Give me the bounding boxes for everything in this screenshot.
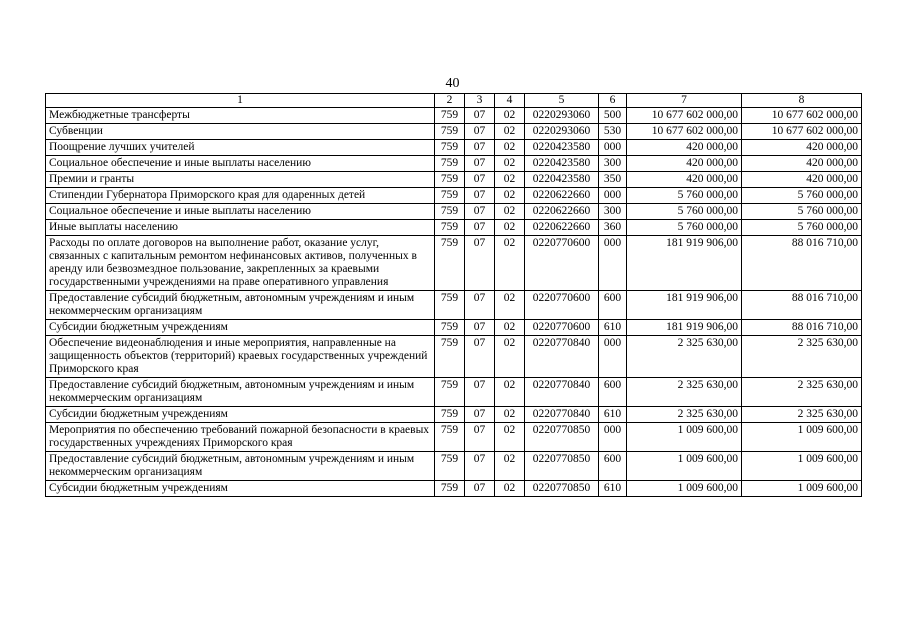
- section-code-cell: 07: [465, 140, 495, 156]
- section-code-cell: 07: [465, 236, 495, 291]
- section-code-cell: 07: [465, 452, 495, 481]
- column-header: 1: [46, 94, 435, 108]
- amount-col8-cell: 420 000,00: [742, 156, 862, 172]
- expense-name-cell: Стипендии Губернатора Приморского края для одаренных детей: [46, 188, 435, 204]
- expense-name-cell: Расходы по оплате договоров на выполнение работ, оказание услуг, связанных с капитальным ремонтом нефинансовых активов, полученных в аренду или безвозмездное пользование, закрепленных за краевыми государственными учреждениями на праве оперативного управления: [46, 236, 435, 291]
- table-row: [46, 188, 862, 204]
- expense-type-cell: 610: [599, 407, 627, 423]
- column-header: 6: [599, 94, 627, 108]
- expense-type-cell: 600: [599, 378, 627, 407]
- amount-col8-cell: 88 016 710,00: [742, 320, 862, 336]
- table-body: [46, 108, 862, 497]
- table-row: [46, 140, 862, 156]
- column-header: 4: [495, 94, 525, 108]
- target-article-cell: 0220770600: [525, 236, 599, 291]
- ministry-code-cell: 759: [435, 188, 465, 204]
- amount-col7-cell: 5 760 000,00: [627, 220, 742, 236]
- subsection-code-cell: 02: [495, 407, 525, 423]
- ministry-code-cell: 759: [435, 124, 465, 140]
- section-code-cell: 07: [465, 172, 495, 188]
- table-row: [46, 320, 862, 336]
- expense-name-cell: Предоставление субсидий бюджетным, автономным учреждениям и иным некоммерческим организациям: [46, 291, 435, 320]
- column-header: 7: [627, 94, 742, 108]
- expense-type-cell: 300: [599, 204, 627, 220]
- ministry-code-cell: 759: [435, 108, 465, 124]
- expense-type-cell: 300: [599, 156, 627, 172]
- amount-col8-cell: 10 677 602 000,00: [742, 108, 862, 124]
- amount-col7-cell: 1 009 600,00: [627, 481, 742, 497]
- expense-type-cell: 360: [599, 220, 627, 236]
- amount-col7-cell: 420 000,00: [627, 156, 742, 172]
- subsection-code-cell: 02: [495, 423, 525, 452]
- ministry-code-cell: 759: [435, 378, 465, 407]
- expense-name-cell: Обеспечение видеонаблюдения и иные мероприятия, направленные на защищенность объектов (территорий) краевых государственных учреждений Приморского края: [46, 336, 435, 378]
- amount-col7-cell: 1 009 600,00: [627, 452, 742, 481]
- header-row: [46, 94, 862, 108]
- target-article-cell: 0220770600: [525, 320, 599, 336]
- amount-col7-cell: 10 677 602 000,00: [627, 108, 742, 124]
- target-article-cell: 0220770840: [525, 378, 599, 407]
- amount-col7-cell: 2 325 630,00: [627, 336, 742, 378]
- table-row: [46, 108, 862, 124]
- section-code-cell: 07: [465, 423, 495, 452]
- section-code-cell: 07: [465, 204, 495, 220]
- budget-table: [45, 93, 862, 497]
- section-code-cell: 07: [465, 220, 495, 236]
- amount-col7-cell: 181 919 906,00: [627, 320, 742, 336]
- target-article-cell: 0220770850: [525, 423, 599, 452]
- column-header: 3: [465, 94, 495, 108]
- subsection-code-cell: 02: [495, 140, 525, 156]
- expense-name-cell: Предоставление субсидий бюджетным, автономным учреждениям и иным некоммерческим организациям: [46, 452, 435, 481]
- target-article-cell: 0220770600: [525, 291, 599, 320]
- expense-name-cell: Иные выплаты населению: [46, 220, 435, 236]
- column-header: 8: [742, 94, 862, 108]
- expense-type-cell: 610: [599, 320, 627, 336]
- expense-type-cell: 350: [599, 172, 627, 188]
- target-article-cell: 0220423580: [525, 140, 599, 156]
- subsection-code-cell: 02: [495, 378, 525, 407]
- table-row: [46, 481, 862, 497]
- amount-col7-cell: 1 009 600,00: [627, 423, 742, 452]
- expense-type-cell: 500: [599, 108, 627, 124]
- ministry-code-cell: 759: [435, 204, 465, 220]
- expense-name-cell: Поощрение лучших учителей: [46, 140, 435, 156]
- amount-col7-cell: 181 919 906,00: [627, 291, 742, 320]
- target-article-cell: 0220293060: [525, 108, 599, 124]
- amount-col8-cell: 420 000,00: [742, 140, 862, 156]
- amount-col8-cell: 88 016 710,00: [742, 236, 862, 291]
- target-article-cell: 0220770840: [525, 407, 599, 423]
- table-row: [46, 423, 862, 452]
- expense-type-cell: 000: [599, 236, 627, 291]
- section-code-cell: 07: [465, 108, 495, 124]
- expense-name-cell: Субвенции: [46, 124, 435, 140]
- target-article-cell: 0220423580: [525, 172, 599, 188]
- expense-name-cell: Социальное обеспечение и иные выплаты населению: [46, 156, 435, 172]
- amount-col7-cell: 420 000,00: [627, 140, 742, 156]
- amount-col8-cell: 5 760 000,00: [742, 188, 862, 204]
- expense-type-cell: 610: [599, 481, 627, 497]
- ministry-code-cell: 759: [435, 336, 465, 378]
- target-article-cell: 0220770840: [525, 336, 599, 378]
- page-number: 40: [445, 76, 460, 91]
- subsection-code-cell: 02: [495, 291, 525, 320]
- amount-col8-cell: 2 325 630,00: [742, 336, 862, 378]
- ministry-code-cell: 759: [435, 481, 465, 497]
- subsection-code-cell: 02: [495, 204, 525, 220]
- expense-type-cell: 000: [599, 423, 627, 452]
- amount-col8-cell: 1 009 600,00: [742, 452, 862, 481]
- subsection-code-cell: 02: [495, 320, 525, 336]
- subsection-code-cell: 02: [495, 236, 525, 291]
- subsection-code-cell: 02: [495, 108, 525, 124]
- amount-col8-cell: 5 760 000,00: [742, 220, 862, 236]
- section-code-cell: 07: [465, 378, 495, 407]
- ministry-code-cell: 759: [435, 320, 465, 336]
- amount-col7-cell: 2 325 630,00: [627, 407, 742, 423]
- ministry-code-cell: 759: [435, 291, 465, 320]
- target-article-cell: 0220622660: [525, 188, 599, 204]
- ministry-code-cell: 759: [435, 423, 465, 452]
- expense-type-cell: 600: [599, 452, 627, 481]
- section-code-cell: 07: [465, 336, 495, 378]
- ministry-code-cell: 759: [435, 220, 465, 236]
- amount-col8-cell: 88 016 710,00: [742, 291, 862, 320]
- ministry-code-cell: 759: [435, 172, 465, 188]
- expense-name-cell: Премии и гранты: [46, 172, 435, 188]
- amount-col8-cell: 5 760 000,00: [742, 204, 862, 220]
- target-article-cell: 0220423580: [525, 156, 599, 172]
- table-row: [46, 407, 862, 423]
- table-row: [46, 291, 862, 320]
- section-code-cell: 07: [465, 407, 495, 423]
- amount-col8-cell: 1 009 600,00: [742, 423, 862, 452]
- table-row: [46, 204, 862, 220]
- ministry-code-cell: 759: [435, 407, 465, 423]
- subsection-code-cell: 02: [495, 124, 525, 140]
- table-row: [46, 220, 862, 236]
- subsection-code-cell: 02: [495, 172, 525, 188]
- target-article-cell: 0220293060: [525, 124, 599, 140]
- section-code-cell: 07: [465, 156, 495, 172]
- expense-name-cell: Субсидии бюджетным учреждениям: [46, 320, 435, 336]
- table-row: [46, 156, 862, 172]
- target-article-cell: 0220622660: [525, 220, 599, 236]
- amount-col7-cell: 5 760 000,00: [627, 188, 742, 204]
- table-row: [46, 236, 862, 291]
- subsection-code-cell: 02: [495, 188, 525, 204]
- expense-type-cell: 000: [599, 188, 627, 204]
- subsection-code-cell: 02: [495, 156, 525, 172]
- section-code-cell: 07: [465, 291, 495, 320]
- amount-col7-cell: 10 677 602 000,00: [627, 124, 742, 140]
- section-code-cell: 07: [465, 481, 495, 497]
- expense-type-cell: 530: [599, 124, 627, 140]
- expense-name-cell: Субсидии бюджетным учреждениям: [46, 481, 435, 497]
- table-row: [46, 378, 862, 407]
- ministry-code-cell: 759: [435, 452, 465, 481]
- section-code-cell: 07: [465, 188, 495, 204]
- ministry-code-cell: 759: [435, 140, 465, 156]
- expense-type-cell: 000: [599, 140, 627, 156]
- table-row: [46, 124, 862, 140]
- amount-col8-cell: 1 009 600,00: [742, 481, 862, 497]
- expense-name-cell: Мероприятия по обеспечению требований пожарной безопасности в краевых государственных учреждениях Приморского края: [46, 423, 435, 452]
- subsection-code-cell: 02: [495, 481, 525, 497]
- target-article-cell: 0220770850: [525, 481, 599, 497]
- amount-col8-cell: 2 325 630,00: [742, 407, 862, 423]
- subsection-code-cell: 02: [495, 220, 525, 236]
- expense-type-cell: 000: [599, 336, 627, 378]
- amount-col8-cell: 420 000,00: [742, 172, 862, 188]
- expense-name-cell: Предоставление субсидий бюджетным, автономным учреждениям и иным некоммерческим организациям: [46, 378, 435, 407]
- table-row: [46, 172, 862, 188]
- expense-type-cell: 600: [599, 291, 627, 320]
- ministry-code-cell: 759: [435, 236, 465, 291]
- column-header: 5: [525, 94, 599, 108]
- subsection-code-cell: 02: [495, 452, 525, 481]
- amount-col7-cell: 5 760 000,00: [627, 204, 742, 220]
- amount-col8-cell: 10 677 602 000,00: [742, 124, 862, 140]
- amount-col8-cell: 2 325 630,00: [742, 378, 862, 407]
- expense-name-cell: Субсидии бюджетным учреждениям: [46, 407, 435, 423]
- expense-name-cell: Социальное обеспечение и иные выплаты населению: [46, 204, 435, 220]
- section-code-cell: 07: [465, 320, 495, 336]
- ministry-code-cell: 759: [435, 156, 465, 172]
- table-row: [46, 336, 862, 378]
- amount-col7-cell: 2 325 630,00: [627, 378, 742, 407]
- amount-col7-cell: 420 000,00: [627, 172, 742, 188]
- section-code-cell: 07: [465, 124, 495, 140]
- expense-name-cell: Межбюджетные трансферты: [46, 108, 435, 124]
- target-article-cell: 0220622660: [525, 204, 599, 220]
- amount-col7-cell: 181 919 906,00: [627, 236, 742, 291]
- subsection-code-cell: 02: [495, 336, 525, 378]
- target-article-cell: 0220770850: [525, 452, 599, 481]
- column-header: 2: [435, 94, 465, 108]
- table-row: [46, 452, 862, 481]
